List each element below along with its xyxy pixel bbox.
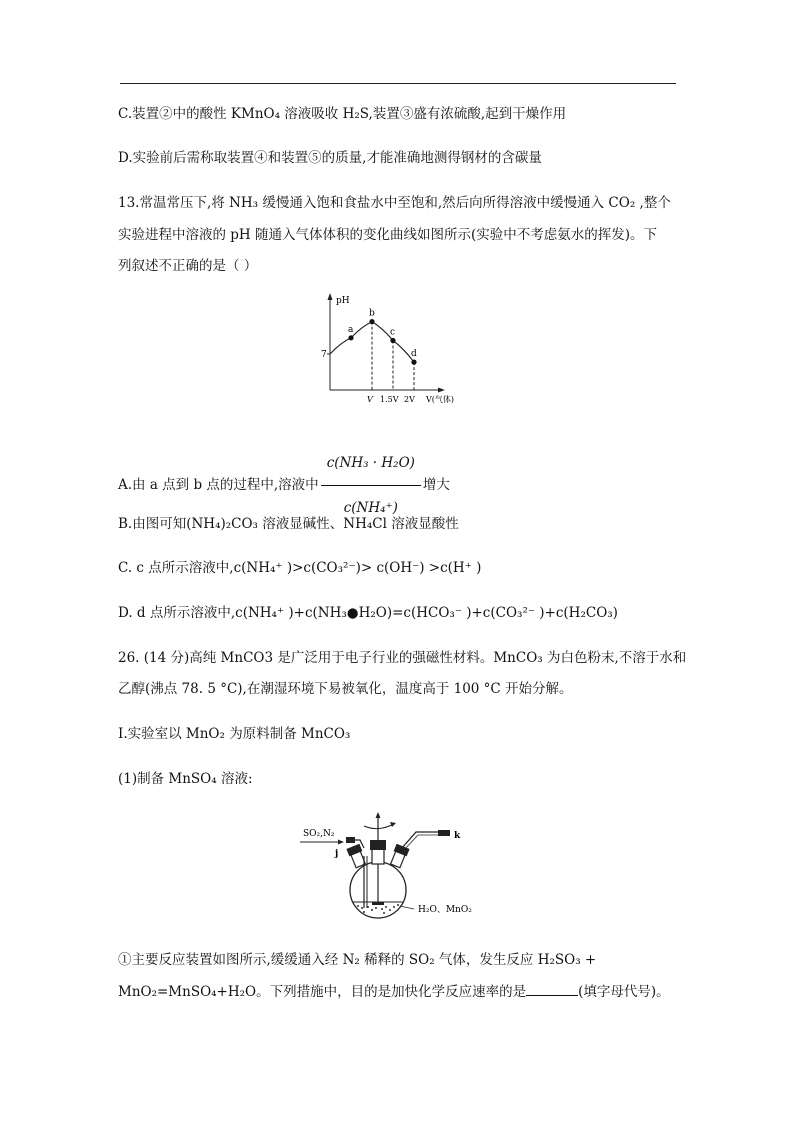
chart-x-tick-v: V — [367, 395, 373, 404]
fraction-denominator: c(NH₄⁺) — [343, 500, 398, 516]
q13-option-c: C. c 点所示溶液中,c(NH₄⁺ )>c(CO₃²⁻)> c(OH⁻) >c(H⁺ ) — [118, 560, 482, 576]
q13-option-a-suffix: 增大 — [422, 477, 450, 493]
q12-option-c: C.装置②中的酸性 KMnO₄ 溶液吸收 H₂S,装置③盛有浓硫酸,起到干燥作用 — [118, 106, 567, 122]
center-stopper — [370, 840, 386, 850]
chart-x-arrow — [438, 388, 445, 393]
q13-stem-line2: 实验进程中溶液的 pH 随通入气体体积的变化曲线如图所示(实验中不考虑氨水的挥发)。下 — [118, 227, 658, 243]
point-b — [369, 319, 374, 324]
mno2-particles — [357, 904, 399, 914]
chart-ylabel: pH — [336, 296, 350, 306]
q13-option-a-prefix: A.由 a 点到 b 点的过程中,溶液中 — [118, 477, 319, 493]
q13-stem-line3: 列叙述不正确的是（ ） — [118, 258, 258, 274]
chart-x-tick-1-5v: 1.5V — [380, 395, 399, 404]
chart-y-tick: 7 — [321, 350, 327, 360]
inlet-flow-arrowhead — [338, 840, 344, 845]
q26-q1-line2-after: (填字母代号)。 — [578, 984, 670, 1000]
q26-line2: 乙醇(沸点 78. 5 °C),在潮湿环境下易被氧化，温度高于 100 °C 开始分解。 — [118, 681, 573, 697]
point-a — [348, 335, 353, 340]
point-label-b: b — [369, 308, 375, 319]
outlet-tube-inner — [404, 835, 446, 850]
three-neck-flask-apparatus — [298, 812, 498, 928]
outlet-connector — [438, 830, 450, 836]
contents-label: H₂O、MnO₂ — [418, 905, 472, 915]
chart-x-tick-2v: 2V — [404, 395, 415, 404]
q26-sub1: (1)制备 MnSO₄ 溶液: — [118, 771, 253, 787]
q26-part1: I.实验室以 MnO₂ 为原料制备 MnCO₃ — [118, 726, 351, 742]
q13-option-d: D. d 点所示溶液中,c(NH₄⁺ )+c(NH₃●H₂O)=c(HCO₃⁻ )+c(CO₃²⁻ )+c(H₂CO₃) — [118, 605, 618, 621]
q26-q1-line2 — [118, 982, 670, 1002]
q26-q1-line1: ①主要反应装置如图所示,缓缓通入经 N₂ 稀释的 SO₂ 气体，发生反应 H₂SO₃ + — [118, 952, 597, 968]
header-rule — [120, 83, 676, 84]
chart-y-arrow — [328, 293, 333, 300]
point-label-c: c — [390, 327, 396, 338]
point-d — [411, 360, 416, 365]
contents-leader — [400, 906, 414, 909]
q12-option-d: D.实验前后需称取装置④和装置⑤的质量,才能准确地测得钢材的含碳量 — [118, 150, 542, 166]
inlet-letter: j — [335, 849, 339, 859]
stir-direction-arrow — [364, 824, 394, 829]
stir-arrowhead — [390, 822, 396, 827]
inlet-label: SO₂,N₂ — [303, 829, 335, 839]
q26-line1: 26. (14 分)高纯 MnCO3 是广泛用于电子行业的强磁性材料。MnCO₃ 为白色粉末,不溶于水和 — [118, 650, 687, 666]
answer-blank[interactable] — [526, 982, 578, 996]
point-label-a: a — [348, 324, 354, 335]
point-label-d: d — [411, 349, 417, 360]
q26-q1-line2-before: MnO₂=MnSO₄+H₂O。下列措施中，目的是加快化学反应速率的是 — [118, 984, 527, 1000]
stirrer-rod-arrowhead — [376, 812, 381, 818]
q13-option-b: B.由图可知(NH₄)₂CO₃ 溶液显碱性、NH₄Cl 溶液显酸性 — [118, 516, 459, 532]
inlet-connector — [346, 837, 355, 843]
q13-stem-line1: 13.常温常压下,将 NH₃ 缓慢通入饱和食盐水中至饱和,然后向所得溶液中缓慢通入 CO₂ ,整个 — [118, 195, 671, 211]
outlet-letter: k — [454, 831, 461, 841]
point-c — [390, 338, 395, 343]
ph-chart — [318, 290, 468, 410]
chart-xlabel: V(气体) — [426, 395, 455, 404]
fraction-numerator: c(NH₃ · H₂O) — [321, 443, 421, 486]
